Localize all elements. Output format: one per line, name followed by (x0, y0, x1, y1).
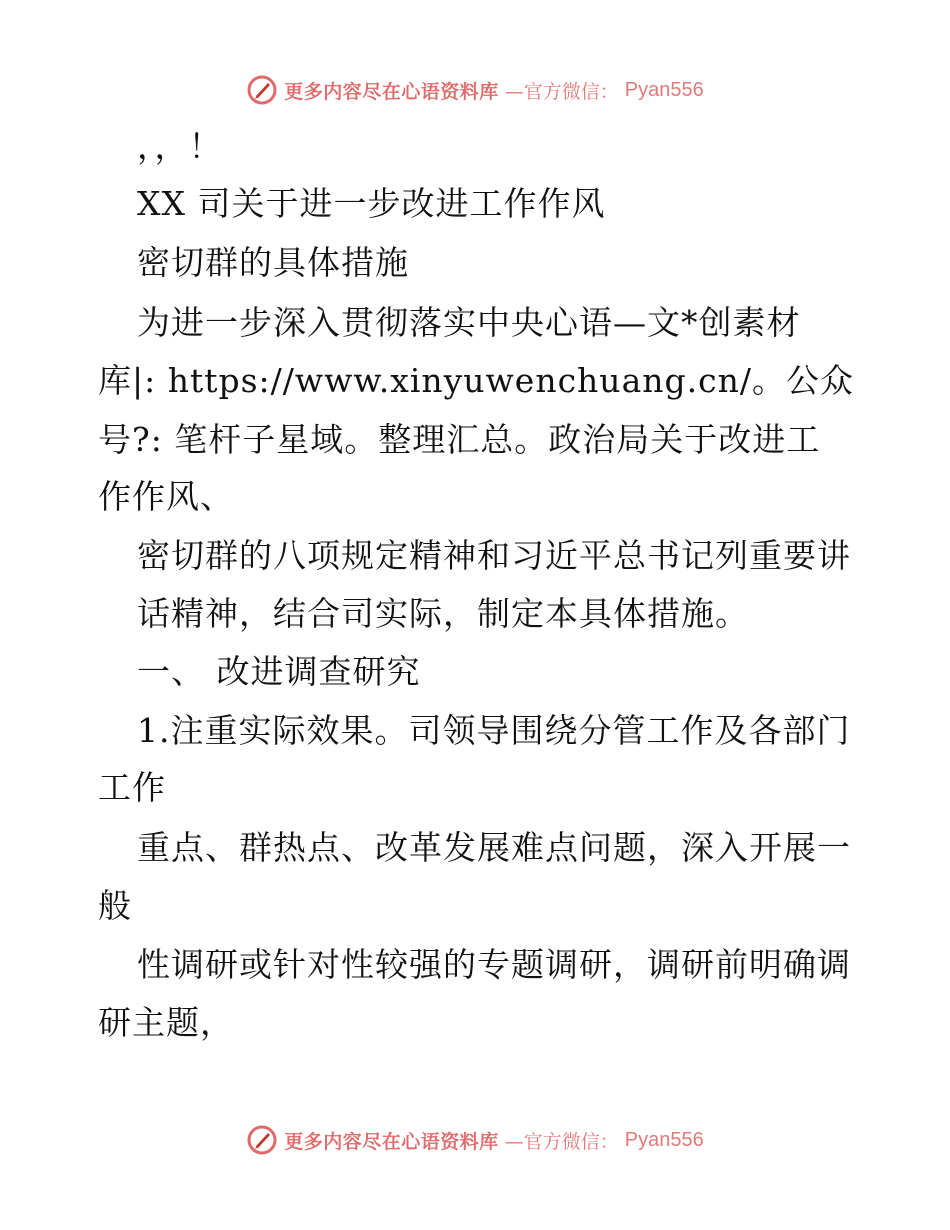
body-line-5: 库|: https://www.xinyuwenchuang.cn/。公众 (98, 361, 854, 400)
body-line-12: 工作 (98, 768, 166, 807)
body-line-3: 密切群的具体措施 (137, 243, 409, 282)
footer-watermark-id: Pyan556 (624, 1128, 704, 1151)
footer-watermark (0, 1120, 950, 1160)
header-watermark-text: 更多内容尽在心语资料库 (284, 80, 499, 103)
body-line-14: 般 (98, 886, 132, 925)
body-line-8: 密切群的八项规定精神和习近平总书记列重要讲 (137, 536, 851, 575)
header-watermark-sep: —官方微信： (504, 80, 619, 103)
body-line-16: 研主题， (98, 1003, 234, 1042)
header-watermark (0, 70, 950, 110)
body-line-13: 重点、群热点、改革发展难点问题，深入开展一 (137, 828, 851, 867)
body-line-15: 性调研或针对性较强的专题调研，调研前明确调 (137, 945, 851, 984)
quill-logo-icon (246, 1124, 278, 1156)
body-line-7: 作作风、 (98, 477, 234, 516)
header-watermark-id: Pyan556 (624, 78, 704, 101)
body-line-9: 话精神，结合司实际，制定本具体措施。 (137, 594, 749, 633)
body-line-6: 号?: 笔杆子星域。整理汇总。政治局关于改进工 (98, 420, 821, 459)
footer-watermark-sep: —官方微信： (504, 1130, 619, 1153)
footer-watermark-text: 更多内容尽在心语资料库 (284, 1130, 499, 1153)
body-line-11: 1.注重实际效果。司领导围绕分管工作及各部门 (137, 711, 851, 750)
section-heading: 一、 改进调查研究 (137, 652, 421, 691)
body-line-4: 为进一步深入贯彻落实中央心语—文*创素材 (137, 303, 801, 342)
body-line-1: ，，！ (137, 127, 223, 166)
body-line-2: XX 司关于进一步改进工作作风 (137, 184, 606, 223)
quill-logo-icon (246, 74, 278, 106)
